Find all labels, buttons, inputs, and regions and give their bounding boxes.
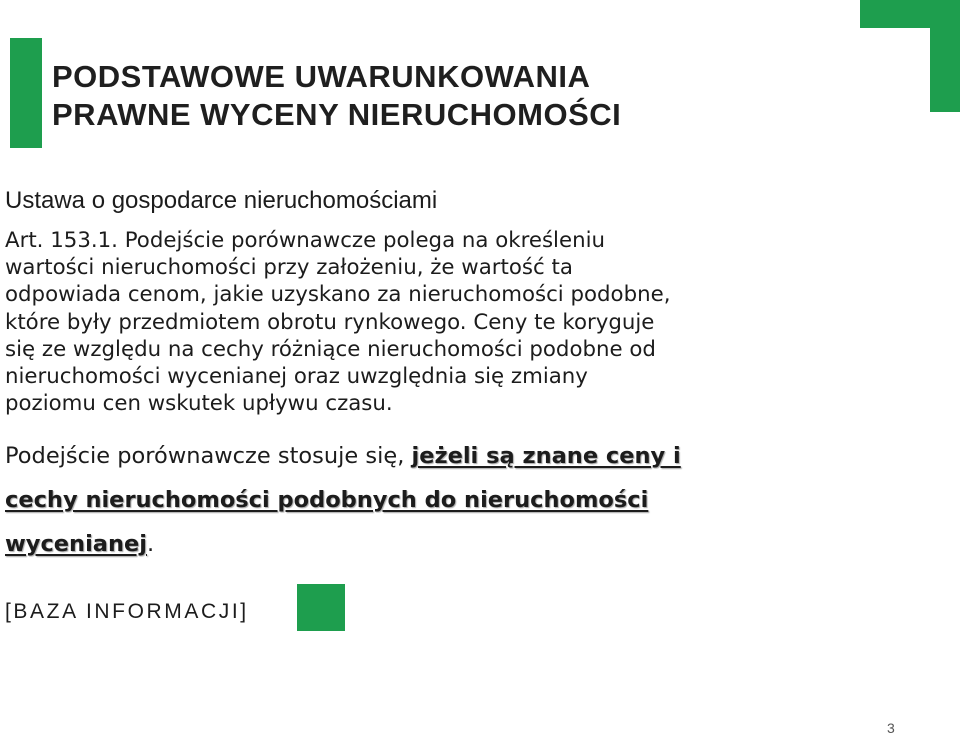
- section-square: [297, 584, 345, 631]
- article-line: się ze względu na cechy różniące nieruchomości podobne od: [5, 336, 656, 362]
- article-text: [5, 227, 935, 417]
- article-line: które były przedmiotem obrotu rynkowego. Ceny te koryguje: [5, 309, 655, 335]
- title-accent-bar: [10, 38, 42, 148]
- approach-intro: Podejście porównawcze stosuje się,: [5, 443, 412, 469]
- approach-line-2: [5, 478, 945, 522]
- approach-paragraph: [5, 434, 945, 566]
- corner-decoration: [860, 0, 960, 112]
- article-line: poziomu cen wskutek upływu czasu.: [5, 391, 393, 417]
- article-line: Art. 153.1. Podejście porównawcze polega na określeniu: [5, 228, 605, 253]
- approach-end: .: [146, 531, 155, 557]
- approach-emphasis-2: cechy nieruchomości podobnych do nieruchomości: [5, 487, 649, 513]
- page-title-line-2: PRAWNE WYCENY NIERUCHOMOŚCI: [52, 97, 622, 132]
- approach-emphasis-1: jeżeli są znane ceny i: [411, 443, 681, 469]
- approach-emphasis-3: wycenianej: [5, 531, 147, 557]
- page-title-line-1: PODSTAWOWE UWARUNKOWANIA: [52, 59, 591, 94]
- approach-line-3: [5, 522, 945, 566]
- page-number: 3: [887, 720, 895, 736]
- article-line: odpowiada cenom, jakie uzyskano za nieruchomości podobne,: [5, 282, 671, 308]
- section-label: [BAZA INFORMACJI]: [5, 600, 249, 623]
- law-title: Ustawa o gospodarce nieruchomościami: [5, 187, 438, 214]
- article-line: nieruchomości wycenianej oraz uwzględnia się zmiany: [5, 364, 588, 390]
- approach-line-1: [5, 434, 945, 478]
- page-title: [52, 58, 621, 134]
- article-line: wartości nieruchomości przy założeniu, że wartość ta: [5, 255, 573, 281]
